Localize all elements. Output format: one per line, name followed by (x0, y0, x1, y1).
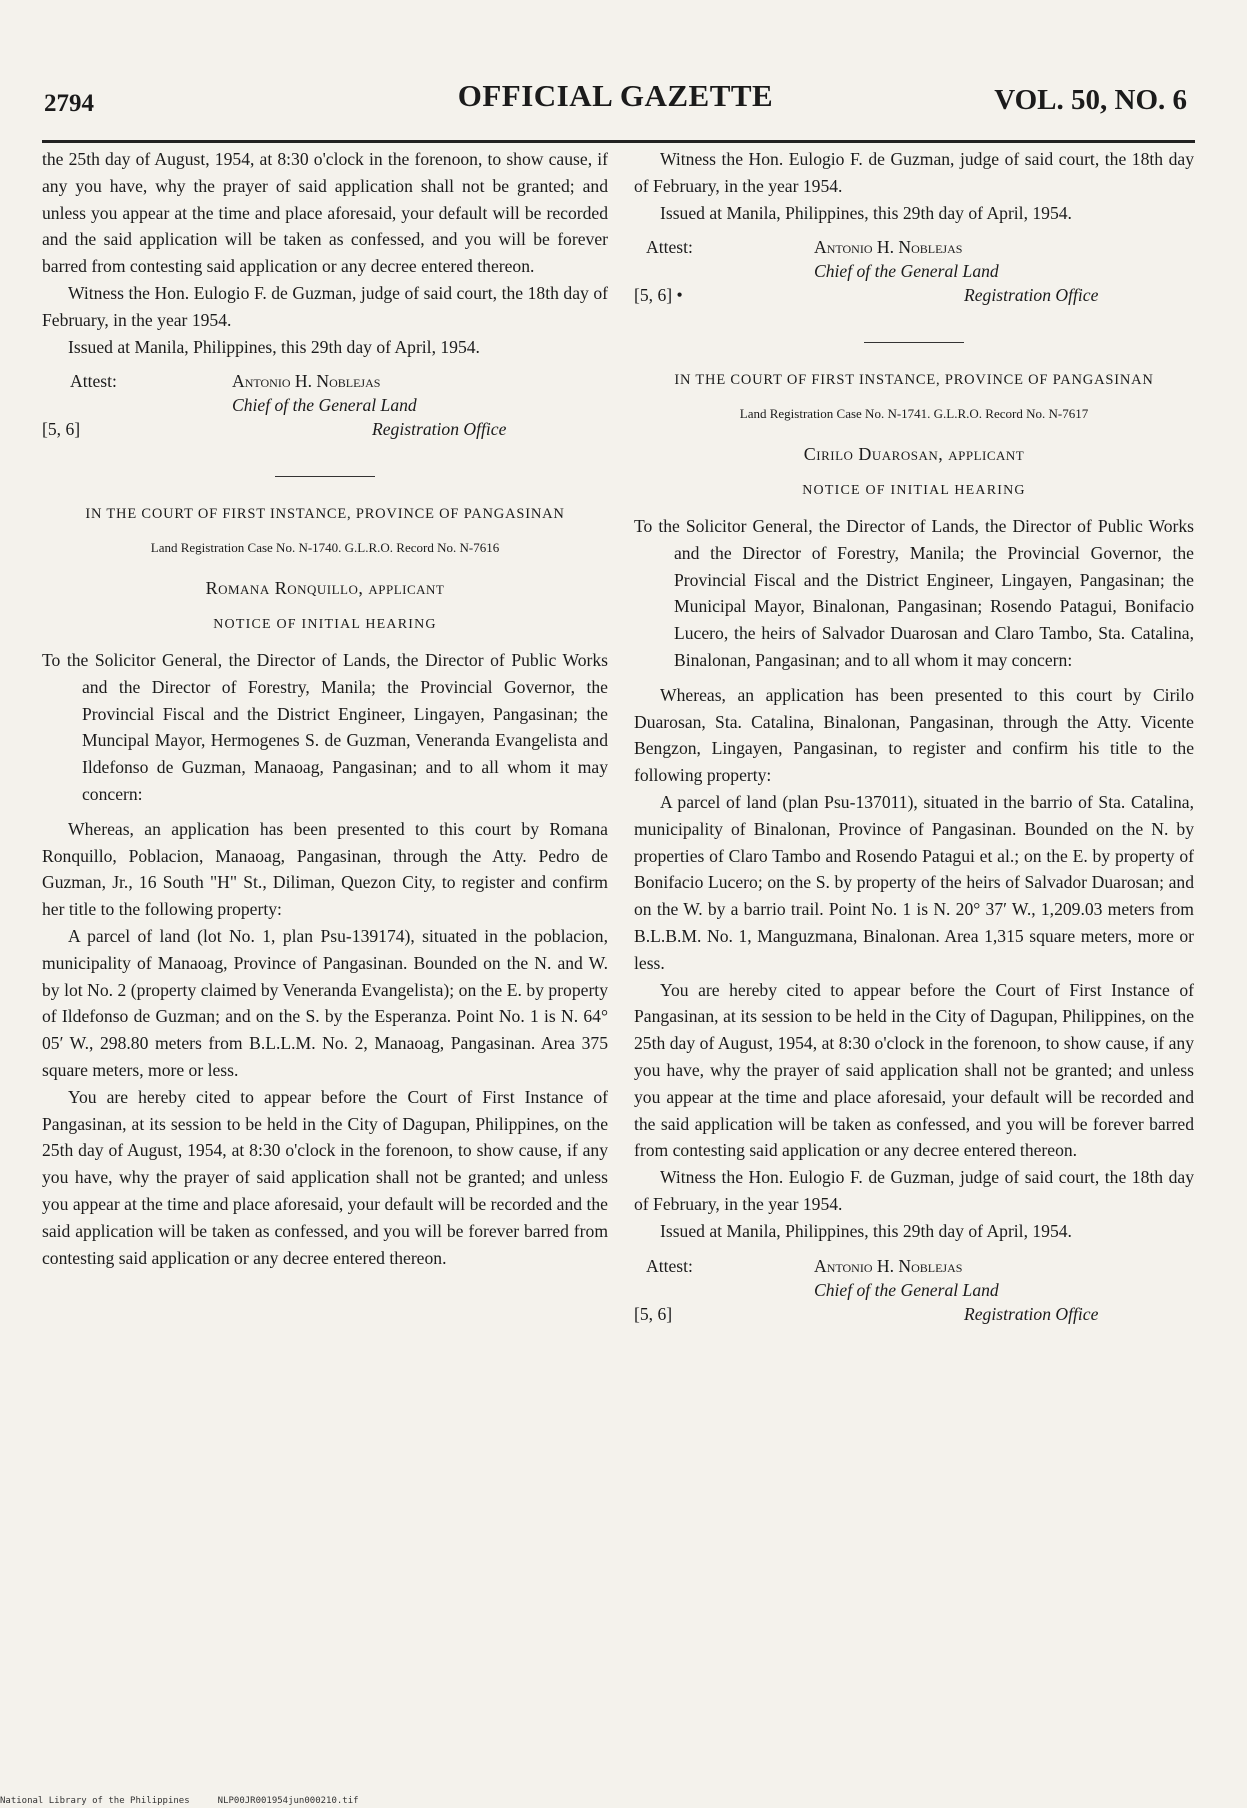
notice-title: NOTICE OF INITIAL HEARING (213, 617, 437, 633)
scan-footer (0, 1796, 387, 1806)
publication-title: OFFICIAL GAZETTE (457, 78, 774, 113)
page-number: 2794 (44, 90, 94, 117)
case-number: Land Registration Case No. N-1740. G.L.R.O. Record No. N-7616 (150, 540, 500, 556)
issue-reference: [5, 6] • (634, 285, 683, 306)
applicant-name: Cirilo Duarosan, applicant (803, 444, 1025, 465)
attest-label: Attest: (70, 371, 117, 392)
issued-paragraph: Issued at Manila, Philippines, this 29th day of April, 1954. (660, 1220, 1072, 1241)
officer-title-line1: Chief of the General Land (814, 1279, 999, 1300)
issue-reference: [5, 6] (634, 1303, 673, 1324)
right-column (634, 146, 1194, 1333)
court-heading: IN THE COURT OF FIRST INSTANCE, PROVINCE OF PANGASINAN (674, 372, 1154, 389)
officer-name: Antonio H. Noblejas (814, 1255, 963, 1276)
whereas-paragraph: Whereas, an application has been presented to this court by Romana Ronquillo, Poblacion, Manaoag, Pangasinan, through the Atty. Pedro de Guzman, Jr., 16 South "H" St., Diliman, Quezon City, to register and confirm her title to the following property: (42, 818, 608, 920)
address-paragraph: To the Solicitor General, the Director of Lands, the Director of Public Works and the Director of Forestry, Manila; the Provincial Governor, the Provincial Fiscal and the District Engineer, Lingayen, Pangasinan; the Municipal Mayor, Binalonan, Pangasinan; Rosendo Patagui, Bonifacio Lucero, the heirs of Salvador Duarosan and Claro Tambo, Sta. Catalina, Binalonan, Pangasinan; and to all whom it may concern: (634, 515, 1194, 670)
witness-paragraph: Witness the Hon. Eulogio F. de Guzman, judge of said court, the 18th day of February, in the year 1954. (42, 282, 608, 330)
parcel-paragraph: A parcel of land (lot No. 1, plan Psu-139174), situated in the poblacion, municipality of Manaoag, Province of Pangasinan. Bounded on the N. and W. by lot No. 2 (property claimed by Veneranda Evangelista); on the E. by property of Ildefonso de Guzman; and on the S. by the Esperanza. Point No. 1 is N. 64° 05′ W., 298.80 meters from B.L.L.M. No. 2, Manaoag, Pangasinan. Area 375 square meters, more or less. (42, 925, 608, 1080)
attest-block (634, 234, 1194, 314)
scan-file-id: NLP00JR001954jun000210.tif (217, 1796, 359, 1806)
page-header (44, 76, 1187, 126)
header-rule (42, 140, 1195, 143)
volume-number: VOL. 50, NO. 6 (994, 84, 1187, 116)
address-paragraph: To the Solicitor General, the Director of Lands, the Director of Public Works and the Director of Forestry, Manila; the Provincial Governor, the Provincial Fiscal and the District Engineer, Lingayen, Pangasinan; the Muncipal Mayor, Hermogenes S. de Guzman, Veneranda Evangelista and Ildefonso de Guzman, Manaoag, Pangasinan; and to all whom it may concern: (42, 649, 608, 804)
officer-name: Antonio H. Noblejas (814, 237, 963, 258)
witness-paragraph: Witness the Hon. Eulogio F. de Guzman, judge of said court, the 18th day of February, in the year 1954. (634, 149, 1194, 196)
court-heading: IN THE COURT OF FIRST INSTANCE, PROVINCE OF PANGASINAN (85, 506, 565, 523)
section-divider (275, 476, 375, 477)
witness-paragraph: Witness the Hon. Eulogio F. de Guzman, judge of said court, the 18th day of February, in the year 1954. (634, 1167, 1194, 1214)
parcel-paragraph: A parcel of land (plan Psu-137011), situated in the barrio of Sta. Catalina, municipality of Binalonan, Province of Pangasinan. Bounded on the N. by properties of Claro Tambo and Rosendo Patagui et al.; on the E. by property of Bonifacio Lucero; on the S. by property of the heirs of Salvador Duarosan; and on the W. by a barrio trail. Point No. 1 is N. 20° 37′ W., 1,209.03 meters from B.L.B.M. No. 1, Manguzmana, Binalonan. Area 1,315 square meters, more or less. (634, 791, 1194, 973)
applicant-name: Romana Ronquillo, applicant (205, 578, 445, 599)
issue-reference: [5, 6] (42, 419, 81, 440)
attest-block (42, 368, 608, 448)
left-column (42, 146, 608, 1271)
officer-title-line1: Chief of the General Land (814, 261, 999, 282)
citation-paragraph: You are hereby cited to appear before the Court of First Instance of Pangasinan, at its session to be held in the City of Dagupan, Philippines, on the 25th day of August, 1954, at 8:30 o'clock in the forenoon, to show cause, if any you have, why the prayer of said application shall not be granted; and unless you appear at the time and place aforesaid, your default will be recorded and the said application will be taken as confessed, and you will be forever barred from contesting said application or any decree entered thereon. (634, 979, 1194, 1161)
attest-block (634, 1253, 1194, 1333)
issued-paragraph: Issued at Manila, Philippines, this 29th day of April, 1954. (68, 336, 480, 357)
citation-paragraph: You are hereby cited to appear before the Court of First Instance of Pangasinan, at its session to be held in the City of Dagupan, Philippines, on the 25th day of August, 1954, at 8:30 o'clock in the forenoon, to show cause, if any you have, why the prayer of said application shall not be granted; and unless you appear at the time and place aforesaid, your default will be recorded and the said application will be taken as confessed, and you will be forever barred from contesting said application or any decree entered thereon. (42, 1086, 608, 1268)
continued-paragraph: the 25th day of August, 1954, at 8:30 o'clock in the forenoon, to show cause, if any you have, why the prayer of said application shall not be granted; and unless you appear at the time and place aforesaid, your default will be recorded and the said application will be taken as confessed, and you will be forever barred from contesting said application or any decree entered thereon. (42, 149, 608, 277)
attest-label: Attest: (646, 237, 693, 258)
section-divider (864, 342, 964, 343)
officer-title-line2: Registration Office (964, 1303, 1099, 1324)
notice-title: NOTICE OF INITIAL HEARING (802, 483, 1026, 499)
officer-name: Antonio H. Noblejas (232, 371, 381, 392)
attest-label: Attest: (646, 1255, 693, 1276)
officer-title-line1: Chief of the General Land (232, 395, 417, 416)
whereas-paragraph: Whereas, an application has been presented to this court by Cirilo Duarosan, Sta. Catalina, Binalonan, Pangasinan, through the Atty. Vicente Bengzon, Lingayen, Pangasinan, to register and confirm his title to the following property: (634, 684, 1194, 786)
issued-paragraph: Issued at Manila, Philippines, this 29th day of April, 1954. (660, 202, 1072, 223)
case-number: Land Registration Case No. N-1741. G.L.R.O. Record No. N-7617 (739, 406, 1089, 422)
library-credit: National Library of the Philippines (0, 1796, 190, 1806)
officer-title-line2: Registration Office (372, 419, 507, 440)
officer-title-line2: Registration Office (964, 285, 1099, 306)
